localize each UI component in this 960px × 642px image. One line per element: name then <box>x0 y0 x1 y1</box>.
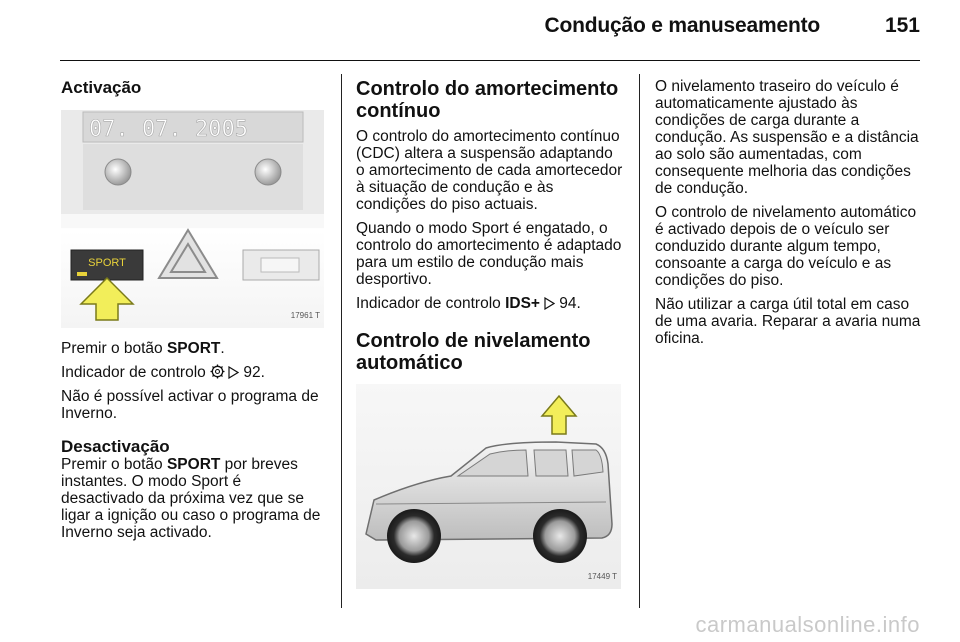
figure-number: 17961 T <box>290 311 320 320</box>
front-wheel <box>387 509 441 563</box>
paragraph-indicator: Indicador de controlo 92. <box>61 364 265 381</box>
clock-display-text: 07. 07. 2005 <box>89 117 248 142</box>
watermark: carmanualsonline.info <box>695 612 920 637</box>
paragraph-deactivation: Premir o botão SPORT por breves instantes. O modo Sport é desactivado da próxima vez que se ligar a ignição ou caso o programa de Inverno seja activado. <box>61 456 321 541</box>
page-number: 151 <box>884 14 920 37</box>
page-reference-icon <box>544 297 555 310</box>
heading-deactivation: Desactivação <box>61 437 170 456</box>
header-rule <box>60 60 920 61</box>
sport-button-illustration <box>61 110 324 328</box>
heading-leveling: Controlo de nivelamento automático <box>356 330 591 374</box>
right-knob <box>255 159 281 185</box>
paragraph-rear-leveling: O nivelamento traseiro do veículo é automaticamente ajustado às condições de carga durante a condução. As suspensão e a distância ao solo são aumentadas, com consequente melhoria das condições de condução. <box>655 78 919 197</box>
paragraph-cdc: O controlo do amortecimento contínuo (CDC) altera a suspensão adaptando o amortecimento de cada amortecedor à situação de condução e às condições do piso actuais. <box>356 128 623 213</box>
right-column <box>655 78 923 354</box>
gear-warning-icon <box>210 364 225 379</box>
column-divider-left <box>341 74 342 608</box>
heading-activation: Activação <box>61 78 142 97</box>
section-title: Condução e manuseamento <box>544 14 820 37</box>
heading-cdc: Controlo do amortecimento contínuo <box>356 78 619 122</box>
sport-button-figure <box>61 110 324 328</box>
paragraph-sport-mode: Quando o modo Sport é engatado, o controlo do amortecimento é adaptado para um estilo de condução mais desportivo. <box>356 220 622 288</box>
left-column <box>61 78 326 548</box>
car-leveling-figure <box>356 384 621 589</box>
paragraph-ids: Indicador de controlo IDS+ 94. <box>356 295 581 312</box>
figure-number: 17449 T <box>587 572 617 581</box>
paragraph-press-sport: Premir o botão SPORT. <box>61 340 225 357</box>
paragraph-payload-warning: Não utilizar a carga útil total em caso de uma avaria. Reparar a avaria numa oficina. <box>655 296 921 347</box>
left-knob <box>105 159 131 185</box>
page-reference-icon <box>228 366 239 379</box>
paragraph-winter: Não é possível activar o programa de Inverno. <box>61 388 319 422</box>
column-divider-right <box>639 74 640 608</box>
rear-wheel <box>533 509 587 563</box>
paragraph-activation-leveling: O controlo de nivelamento automático é activado depois de o veículo ser conduzido durante algum tempo, consoante a carga do veículo e as condições do piso. <box>655 204 917 289</box>
car-illustration <box>356 384 621 589</box>
middle-column <box>356 78 624 601</box>
sport-button-label: SPORT <box>88 257 126 269</box>
